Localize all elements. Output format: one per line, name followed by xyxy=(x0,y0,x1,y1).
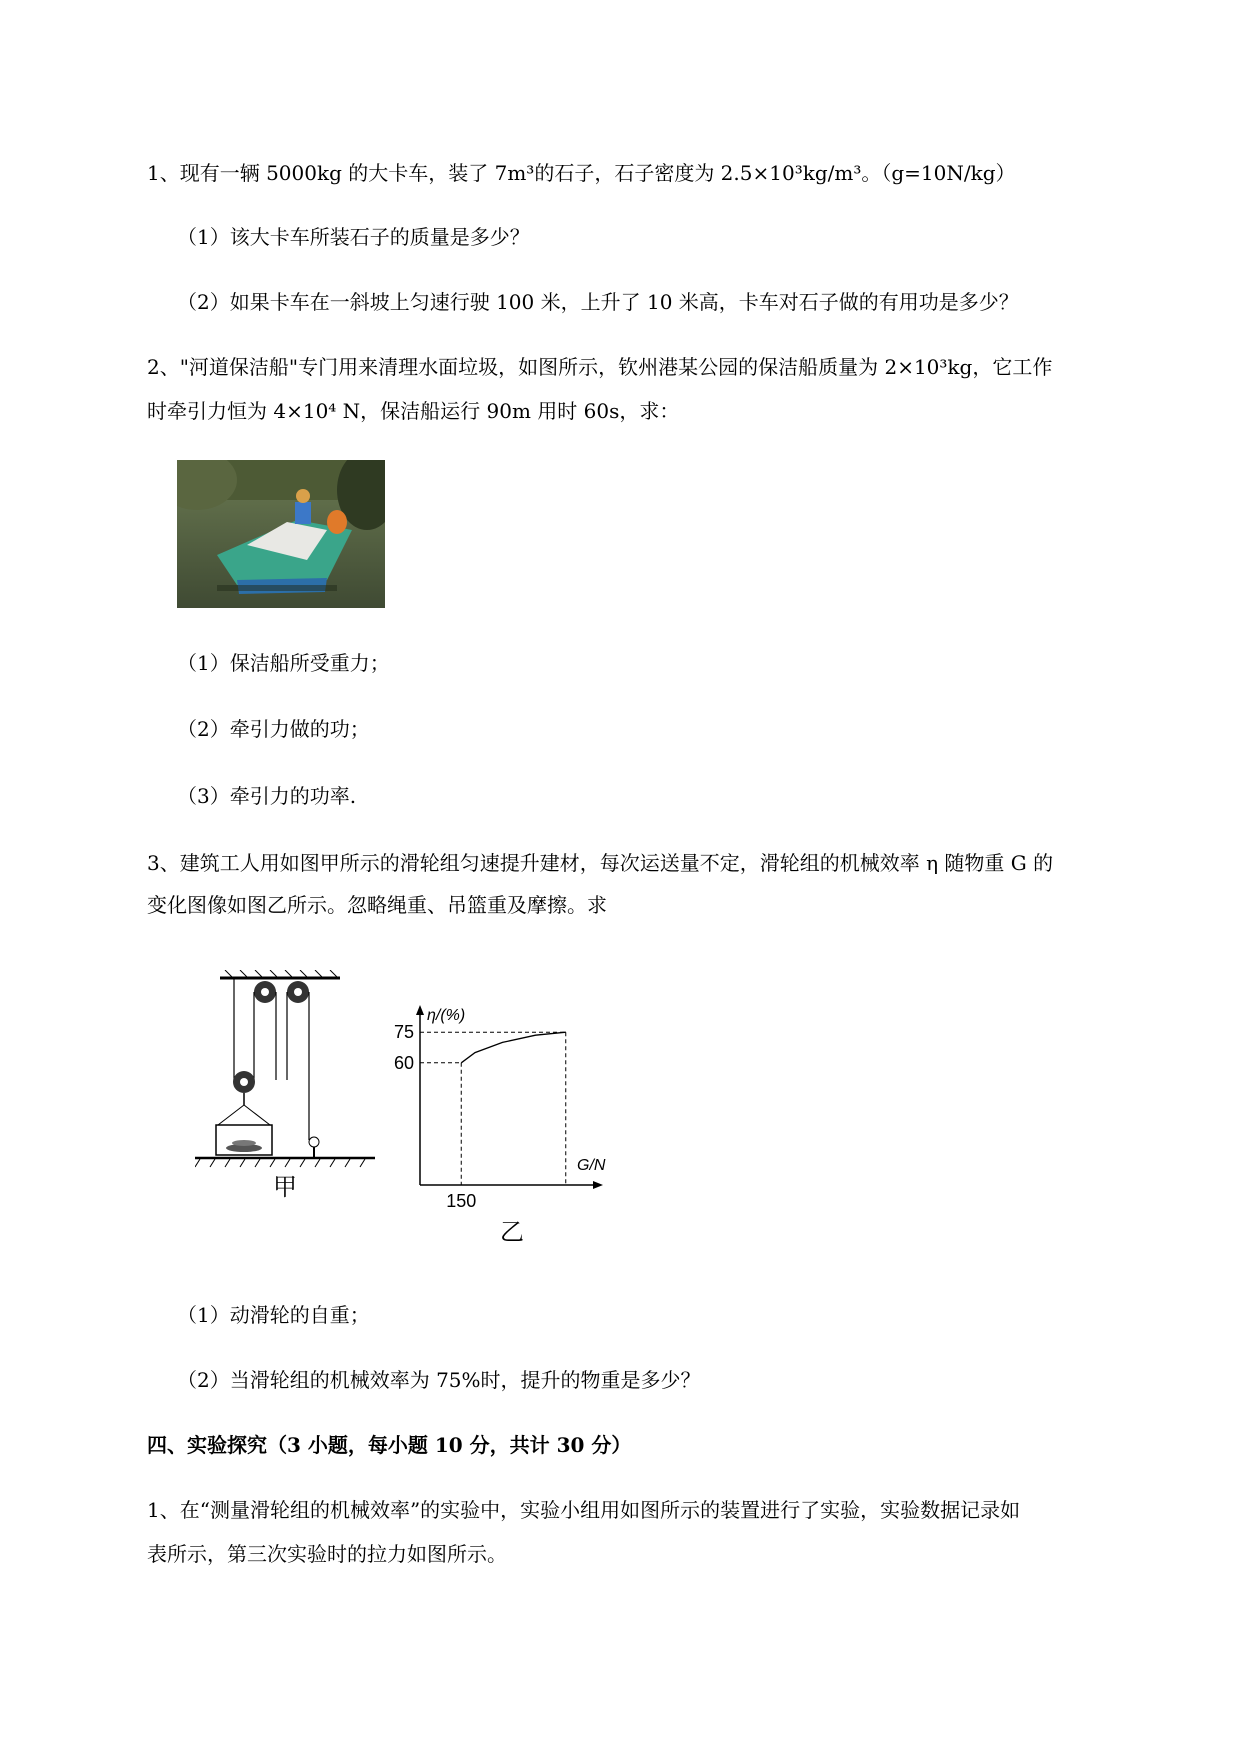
cleaning-boat-photo xyxy=(177,460,385,608)
ground-line xyxy=(195,1155,375,1169)
q2-sub1: （1）保洁船所受重力； xyxy=(177,651,390,675)
efficiency-curve xyxy=(461,1032,566,1063)
figure-label-yi: 乙 xyxy=(500,1218,524,1246)
y-axis-arrow xyxy=(416,1005,424,1015)
q2-stem-line1: 2、"河道保洁船"专门用来清理水面垃圾，如图所示，钦州港某公园的保洁船质量为 2×10³kg，它工作 xyxy=(147,355,1053,379)
efficiency-chart xyxy=(385,1000,615,1210)
x-axis-label: G/N xyxy=(577,1157,606,1174)
q3-sub1: （1）动滑轮的自重； xyxy=(177,1303,370,1327)
q3-stem-line2: 变化图像如图乙所示。忽略绳重、吊篮重及摩擦。求 xyxy=(147,893,607,917)
q2-stem-line2: 时牵引力恒为 4×10⁴ N，保洁船运行 90m 用时 60s，求： xyxy=(147,399,680,423)
q2-sub3: （3）牵引力的功率. xyxy=(177,784,357,808)
q2-sub2: （2）牵引力做的功； xyxy=(177,717,370,741)
q1-sub1: （1）该大卡车所装石子的质量是多少？ xyxy=(177,225,530,249)
q1-stem: 1、现有一辆 5000kg 的大卡车，装了 7m³的石子，石子密度为 2.5×10³kg/m³。（g=10N/kg） xyxy=(147,161,1016,185)
y-axis-label: η/(%) xyxy=(427,1007,466,1024)
s4-q1-line1: 1、在“测量滑轮组的机械效率”的实验中，实验小组用如图所示的装置进行了实验，实验数据记录如 xyxy=(147,1498,1021,1522)
section-heading: 四、实验探究（3 小题，每小题 10 分，共计 30 分） xyxy=(147,1433,632,1457)
figure-label-jia: 甲 xyxy=(273,1173,297,1201)
s4-q1-line2: 表所示，第三次实验时的拉力如图所示。 xyxy=(147,1542,507,1566)
x-tick-label: 150 xyxy=(446,1191,477,1210)
x-axis-arrow xyxy=(593,1181,603,1189)
q3-sub2: （2）当滑轮组的机械效率为 75%时，提升的物重是多少？ xyxy=(177,1368,701,1392)
q1-sub2: （2）如果卡车在一斜坡上匀速行驶 100 米，上升了 10 米高，卡车对石子做的有用功是多少？ xyxy=(177,290,1019,314)
y-tick-label: 60 xyxy=(393,1052,414,1073)
pulley-system-figure xyxy=(190,970,380,1160)
y-tick-label: 75 xyxy=(393,1022,414,1043)
q3-stem-line1: 3、建筑工人用如图甲所示的滑轮组匀速提升建材，每次运送量不定，滑轮组的机械效率 η 随物重 G 的 xyxy=(147,851,1054,875)
